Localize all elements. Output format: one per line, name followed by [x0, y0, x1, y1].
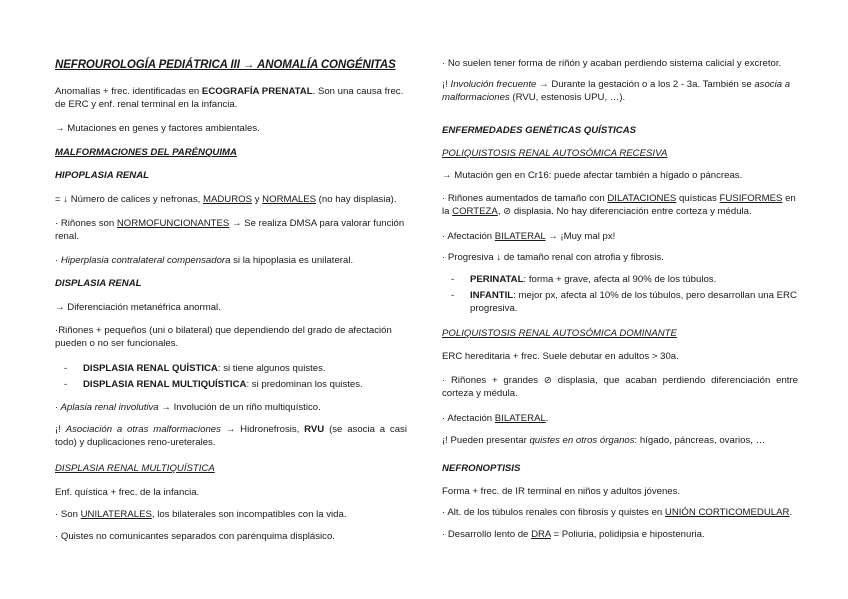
text: · Desarrollo lento de: [442, 529, 532, 540]
page-title: NEFROUROLOGÍA PEDIÁTRICA III → ANOMALÍA CONGÉNITAS: [55, 59, 396, 71]
text-italic: asocia a malformaciones: [442, 79, 791, 103]
text: → Durante la gestación o a los 2 - 3a. También se: [536, 79, 755, 90]
text: : forma + grave, afecta al 90% de los túbulos.: [523, 274, 717, 285]
text: → ¡Muy mal px!: [545, 231, 616, 242]
text: · Afectación: [442, 413, 495, 424]
text-italic: Asociación a otras malformaciones: [65, 424, 221, 435]
section-heading-nefronoptisis: NEFRONOPTISIS: [442, 463, 521, 474]
text: quísticas: [676, 193, 720, 204]
text-underlined: NORMALES: [262, 194, 317, 205]
right-line-2: [442, 78, 798, 104]
subheading-displasia: DISPLASIA RENAL: [55, 278, 142, 289]
intro-paragraph: [55, 85, 407, 111]
text: ¡!: [55, 424, 66, 435]
right-line-1: · No suelen tener forma de riñón y acaban perdiendo sistema calicial y excretor.: [442, 58, 782, 69]
text: → Se realiza DMSA para valorar función renal.: [55, 218, 405, 242]
recesiva-bullet-1: [442, 273, 716, 286]
mutations-line: → Mutaciones en genes y factores ambientales.: [55, 123, 260, 134]
hipoplasia-line-3: [55, 254, 353, 267]
text-bold: INFANTIL: [470, 290, 514, 301]
dominante-line-2: · Riñones + grandes ⊘ displasia, que acaban perdiendo diferenciación entre corteza y médula.: [442, 375, 798, 399]
multiquistica-line-2: [55, 508, 347, 521]
text-underlined: DRA: [531, 529, 551, 540]
text: en la: [442, 193, 796, 217]
text: : mejor px, afecta al 10% de los túbulos, pero desarrollan una ERC progresiva.: [470, 290, 797, 314]
hipoplasia-line-2: [55, 217, 407, 243]
text-italic: quistes en otros órganos: [529, 435, 635, 446]
text-bold: ECOGRAFÍA PRENATAL: [201, 86, 313, 97]
dominante-line-4: [442, 434, 765, 447]
text-underlined: BILATERAL: [494, 231, 546, 242]
text: · Afectación: [442, 231, 495, 242]
text: y: [252, 194, 263, 205]
dominante-line-3: [442, 412, 548, 425]
text-underlined: UNILATERALES: [80, 509, 152, 520]
text-bold: DISPLASIA RENAL QUÍSTICA: [83, 363, 218, 374]
text-underlined: FUSIFORMES: [719, 193, 783, 204]
recesiva-line-4: · Progresiva ↓ de tamaño renal con atrofia y fibrosis.: [442, 252, 664, 263]
text-underlined: MADUROS: [202, 194, 253, 205]
recesiva-bullet-2: [442, 289, 798, 315]
displasia-line-2: ·Riñones + pequeños (uni o bilateral) que dependiendo del grado de afectación pueden o no ser funcionales.: [55, 325, 392, 349]
multiquistica-line-3: · Quistes no comunicantes separados con parénquima displásico.: [55, 531, 335, 542]
text: .: [545, 413, 549, 424]
text-underlined: CORTEZA: [452, 206, 498, 217]
text: . Son una causa frec. de ERC y enf. renal terminal en la infancia.: [55, 86, 404, 110]
text-italic: · Hiperplasia contralateral compensadora: [55, 255, 231, 266]
text: (se asocia a casi todo) y duplicaciones reno-ureterales.: [55, 424, 407, 448]
text-underlined: NORMOFUNCIONANTES: [116, 218, 230, 229]
text: ¡!: [442, 79, 451, 90]
text: → Involución de un riño multiquístico.: [158, 402, 321, 413]
text-bold: RVU: [304, 424, 325, 435]
text-bold: PERINATAL: [470, 274, 524, 285]
displasia-line-3: [55, 401, 321, 414]
text: · Riñones aumentados de tamaño con: [442, 193, 608, 204]
text-italic: Involución frecuente: [450, 79, 537, 90]
displasia-bullet-1: [55, 362, 326, 375]
text: · Alt. de los túbulos renales con fibrosis y quistes en: [442, 507, 665, 518]
text: ¡! Pueden presentar: [442, 435, 530, 446]
text-underlined: DILATACIONES: [607, 193, 677, 204]
displasia-line-4: [55, 423, 407, 449]
text: , ⊘ displasia. No hay diferenciación entre corteza y médula.: [497, 206, 752, 217]
text-bold: DISPLASIA RENAL MULTIQUÍSTICA: [83, 379, 247, 390]
multiquistica-line-1: Enf. quística + frec. de la infancia.: [55, 487, 200, 498]
text: si la hipoplasia es unilateral.: [230, 255, 354, 266]
text: → Hidronefrosis,: [220, 424, 305, 435]
displasia-bullet-2: [55, 378, 363, 391]
text: · Riñones son: [55, 218, 117, 229]
text: = ↓ Número de calices y nefronas,: [55, 194, 203, 205]
section-heading-geneticas: ENFERMEDADES GENÉTICAS QUÍSTICAS: [442, 125, 637, 136]
subheading-dominante: POLIQUISTOSIS RENAL AUTOSÓMICA DOMINANTE: [442, 328, 677, 339]
text-italic: · Aplasia renal involutiva: [55, 402, 159, 413]
text: Anomalías + frec. identificadas en: [55, 86, 202, 97]
text: , los bilaterales son incompatibles con la vida.: [151, 509, 347, 520]
displasia-line-1: → Diferenciación metanéfrica anormal.: [55, 302, 221, 313]
nefronoptisis-line-1: Forma + frec. de IR terminal en niños y adultos jóvenes.: [442, 486, 681, 497]
text: (RVU, estenosis UPU, …).: [509, 92, 626, 103]
text-underlined: UNIÓN CORTICOMEDULAR: [664, 507, 790, 518]
text: : si tiene algunos quistes.: [217, 363, 326, 374]
subheading-hipoplasia: HIPOPLASIA RENAL: [55, 170, 149, 181]
text: = Poliuria, polidipsia e hipostenuria.: [550, 529, 705, 540]
text-underlined: BILATERAL: [494, 413, 546, 424]
text: .: [789, 507, 793, 518]
recesiva-line-2: [442, 192, 798, 218]
dominante-line-1: ERC hereditaria + frec. Suele debutar en adultos > 30a.: [442, 351, 679, 362]
subheading-multiquistica: DISPLASIA RENAL MULTIQUÍSTICA: [55, 463, 215, 474]
text: (no hay displasia).: [316, 194, 397, 205]
recesiva-line-1: → Mutación gen en Cr16: puede afectar también a hígado o páncreas.: [442, 170, 743, 181]
recesiva-line-3: [442, 230, 615, 243]
text: · Son: [55, 509, 81, 520]
text: : hígado, páncreas, ovarios, …: [634, 435, 766, 446]
section-heading-malformaciones: MALFORMACIONES DEL PARÉNQUIMA: [55, 147, 237, 158]
nefronoptisis-line-3: [442, 528, 705, 541]
text: : si predominan los quistes.: [246, 379, 363, 390]
nefronoptisis-line-2: [442, 506, 792, 519]
subheading-recesiva: POLIQUISTOSIS RENAL AUTOSÓMICA RECESIVA: [442, 148, 668, 159]
hipoplasia-line-1: [55, 193, 397, 206]
